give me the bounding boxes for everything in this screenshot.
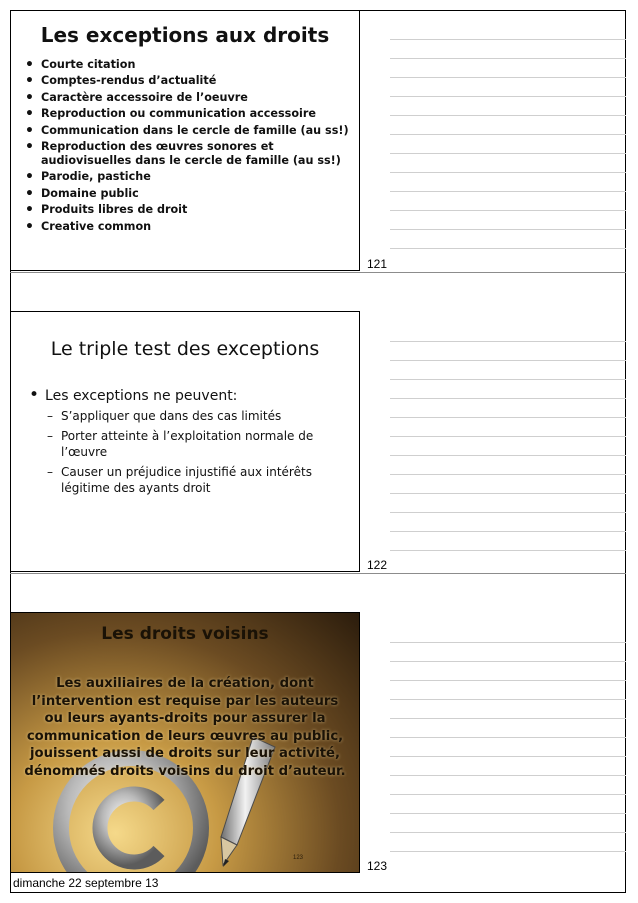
sub-bullet-item: – Porter atteinte à l’exploitation normale de l’œuvre xyxy=(47,428,347,460)
note-line xyxy=(390,248,626,249)
slide-number: 123 xyxy=(367,859,388,873)
bullet-item: • Comptes-rendus d’actualité xyxy=(25,74,349,88)
note-line xyxy=(390,229,626,230)
bullet-item: • Creative common xyxy=(25,220,349,234)
slide-inner-number: 123 xyxy=(293,855,304,861)
slide-title: Les exceptions aux droits xyxy=(40,23,330,47)
slide-title: Le triple test des exceptions xyxy=(50,338,320,360)
bullet-item: • Les exceptions ne peuvent: xyxy=(29,385,237,405)
bullet-item: • Parodie, pastiche xyxy=(25,170,349,184)
note-line xyxy=(390,58,626,59)
note-line xyxy=(390,360,626,361)
note-line xyxy=(390,172,626,173)
note-line xyxy=(390,699,626,700)
note-line xyxy=(390,756,626,757)
slide-title: Les droits voisins xyxy=(101,624,269,644)
note-line xyxy=(390,115,626,116)
note-line xyxy=(390,341,626,342)
note-line xyxy=(390,96,626,97)
bullet-item: • Reproduction ou communication accessoire xyxy=(25,107,349,121)
note-line xyxy=(390,794,626,795)
sub-bullet-item: – Causer un préjudice injustifié aux intérêts légitime des ayants droit xyxy=(47,464,347,496)
bullet-item: • Produits libres de droit xyxy=(25,203,349,217)
sub-bullet-list xyxy=(47,408,347,500)
note-line xyxy=(390,642,626,643)
slide-123 xyxy=(10,612,360,873)
note-line xyxy=(390,718,626,719)
slide-body-text: Les auxiliaires de la création, dont l’intervention est requise par les auteurs ou leurs ayants-droits pour assurer la communication de leurs œuvres au public, jouissent aussi de droits sur leur activité, dénommés droits voisins du droit d’auteur. xyxy=(24,676,346,779)
bullet-item: • Caractère accessoire de l’oeuvre xyxy=(25,91,349,105)
note-line xyxy=(390,455,626,456)
note-line xyxy=(390,680,626,681)
note-line xyxy=(390,39,626,40)
note-line xyxy=(390,210,626,211)
note-line xyxy=(390,379,626,380)
sub-bullet-item: – S’appliquer que dans des cas limités xyxy=(47,408,347,424)
row-separator xyxy=(10,272,626,273)
note-line xyxy=(390,134,626,135)
bullet-item: • Communication dans le cercle de famille (au ss!) xyxy=(25,124,349,138)
row-separator xyxy=(10,573,626,574)
slide-122 xyxy=(10,311,360,572)
note-line xyxy=(390,775,626,776)
slide-number: 121 xyxy=(367,257,388,271)
bullet-list xyxy=(25,58,349,236)
note-line xyxy=(390,550,626,551)
note-line xyxy=(390,474,626,475)
note-line xyxy=(390,191,626,192)
note-line xyxy=(390,512,626,513)
note-line xyxy=(390,436,626,437)
bullet-item: • Courte citation xyxy=(25,58,349,72)
note-line xyxy=(390,77,626,78)
note-line xyxy=(390,153,626,154)
bullet-item: • Domaine public xyxy=(25,187,349,201)
bullet-item: • Reproduction des œuvres sonores et audiovisuelles dans le cercle de famille (au ss!) xyxy=(25,140,341,168)
note-line xyxy=(390,661,626,662)
note-line xyxy=(390,737,626,738)
slide-121 xyxy=(10,10,360,271)
note-line xyxy=(390,398,626,399)
note-line xyxy=(390,813,626,814)
note-line xyxy=(390,531,626,532)
note-line xyxy=(390,832,626,833)
slide-number: 122 xyxy=(367,558,388,572)
note-line xyxy=(390,493,626,494)
note-line xyxy=(390,851,626,852)
footer-date: dimanche 22 septembre 13 xyxy=(13,876,159,890)
note-line xyxy=(390,417,626,418)
